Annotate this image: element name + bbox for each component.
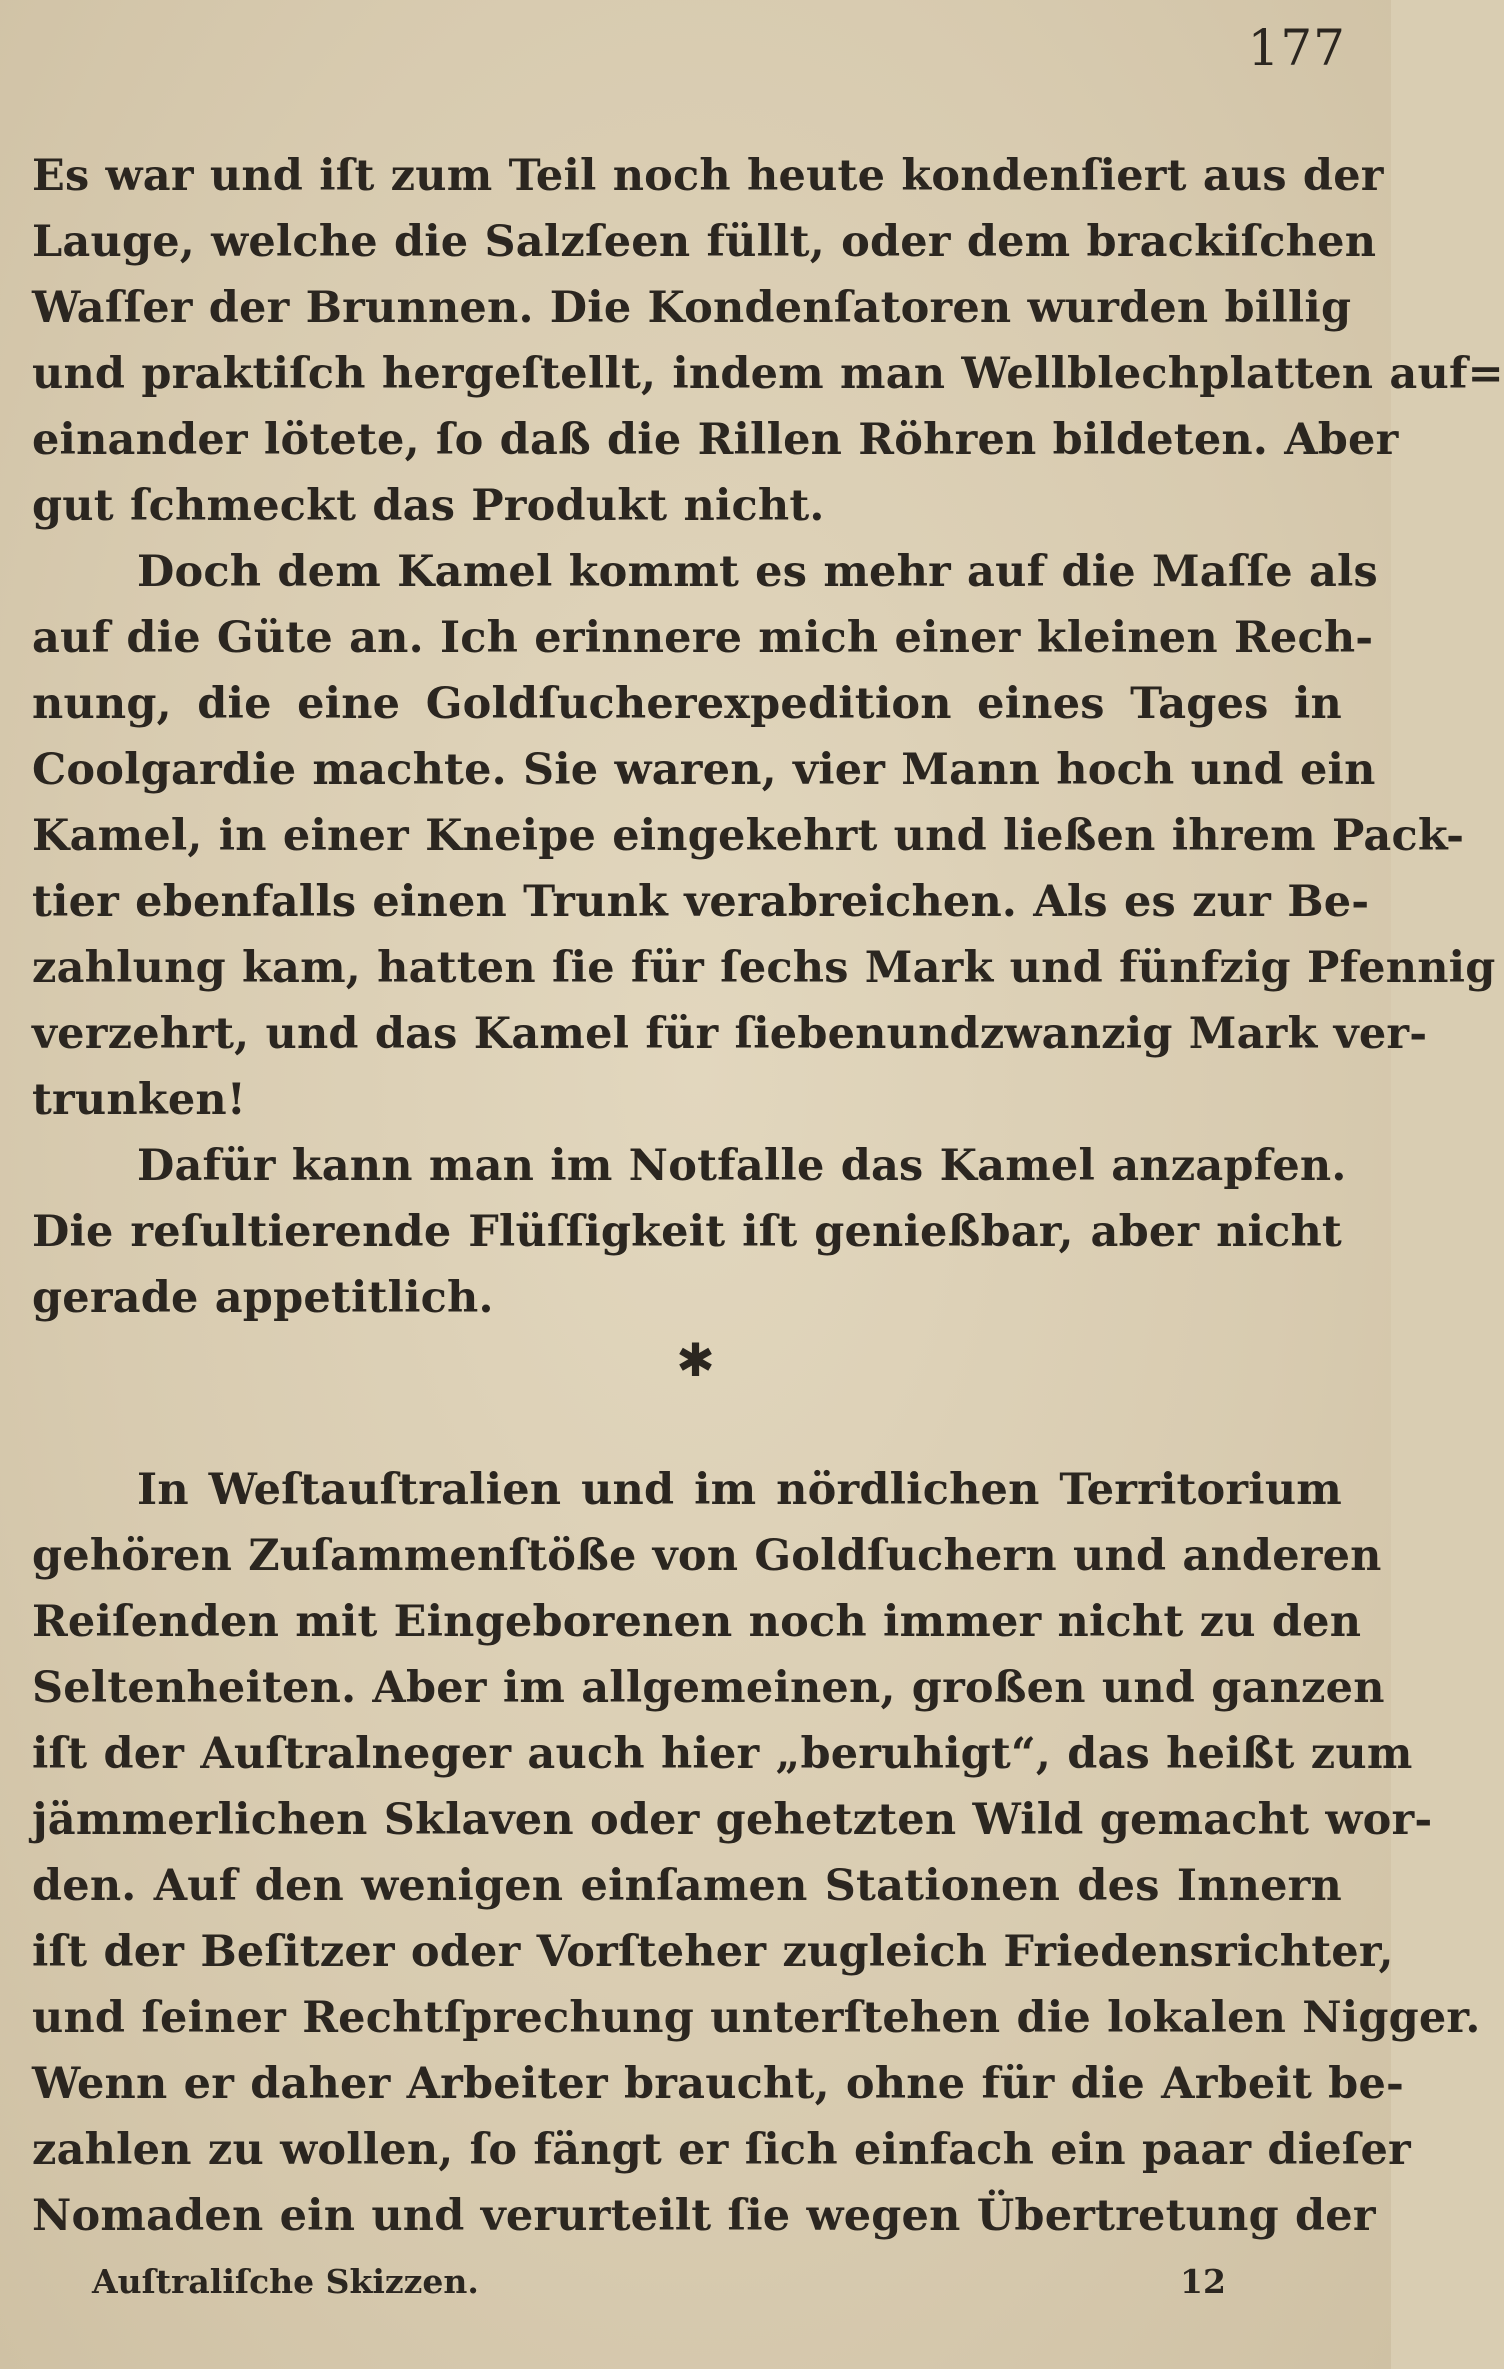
text-line: Die reſultierende Flüſſigkeit iſt genießbar, aber nicht: [32, 1207, 1342, 1257]
text-line: zahlen zu wollen, ſo fängt er ſich einfach ein paar dieſer: [32, 2125, 1411, 2175]
text-line: trunken!: [32, 1075, 246, 1125]
section-separator-asterisk: ✱: [676, 1333, 715, 1387]
body-text-top: [32, 143, 1504, 1331]
text-line: Dafür kann man im Notfalle das Kamel anzapfen.: [137, 1141, 1347, 1191]
text-line: einander lötete, ſo daß die Rillen Röhren bildeten. Aber: [32, 415, 1399, 465]
text-line: und ſeiner Rechtſprechung unterſtehen die lokalen Nigger.: [32, 1993, 1481, 2043]
text-line: auf die Güte an. Ich erinnere mich einer kleinen Rech-: [32, 613, 1374, 663]
text-line: nung, die eine Goldſucherexpedition eines Tages in: [32, 679, 1342, 729]
text-line: iſt der Beſitzer oder Vorſteher zugleich Friedensrichter,: [32, 1927, 1394, 1977]
text-line: In Weſtauſtralien und im nördlichen Territorium: [137, 1465, 1342, 1515]
text-line: jämmerlichen Sklaven oder gehetzten Wild gemacht wor-: [32, 1795, 1433, 1845]
page-number: 177: [1247, 19, 1346, 77]
footer-book-title: Auſtraliſche Skizzen.: [92, 2262, 479, 2301]
text-line: Kamel, in einer Kneipe eingekehrt und ließen ihrem Pack-: [32, 811, 1465, 861]
body-text-bottom: [32, 1457, 1481, 2249]
text-line: den. Auf den wenigen einſamen Stationen des Innern: [32, 1861, 1342, 1911]
footer-signature-mark: 12: [1180, 2262, 1226, 2301]
text-line: gerade appetitlich.: [32, 1273, 494, 1323]
text-line: tier ebenfalls einen Trunk verabreichen. Als es zur Be-: [32, 877, 1370, 927]
text-line: und praktiſch hergeſtellt, indem man Wellblechplatten auf=: [32, 349, 1504, 399]
text-line: Coolgardie machte. Sie waren, vier Mann hoch und ein: [32, 745, 1376, 795]
text-line: iſt der Auſtralneger auch hier „beruhigt“, das heißt zum: [32, 1729, 1413, 1779]
text-line: Lauge, welche die Salzſeen füllt, oder dem brackiſchen: [32, 217, 1377, 267]
text-line: Waſſer der Brunnen. Die Kondenſatoren wurden billig: [32, 283, 1352, 333]
text-line: Es war und iſt zum Teil noch heute kondenſiert aus der: [32, 151, 1384, 201]
text-line: zahlung kam, hatten ſie für ſechs Mark und fünfzig Pfennig: [32, 943, 1496, 993]
page-footer: [0, 2252, 1391, 2312]
text-line: Wenn er daher Arbeiter braucht, ohne für die Arbeit be-: [32, 2059, 1405, 2109]
text-line: Reiſenden mit Eingeborenen noch immer nicht zu den: [32, 1597, 1362, 1647]
text-line: Nomaden ein und verurteilt ſie wegen Übertretung der: [32, 2191, 1376, 2241]
text-line: verzehrt, und das Kamel für ſiebenundzwanzig Mark ver-: [32, 1009, 1428, 1059]
text-line: gut ſchmeckt das Produkt nicht.: [32, 481, 825, 531]
text-line: Seltenheiten. Aber im allgemeinen, großen und ganzen: [32, 1663, 1385, 1713]
text-line: gehören Zuſammenſtöße von Goldſuchern und anderen: [32, 1531, 1382, 1581]
text-line: Doch dem Kamel kommt es mehr auf die Maſſe als: [137, 547, 1378, 597]
